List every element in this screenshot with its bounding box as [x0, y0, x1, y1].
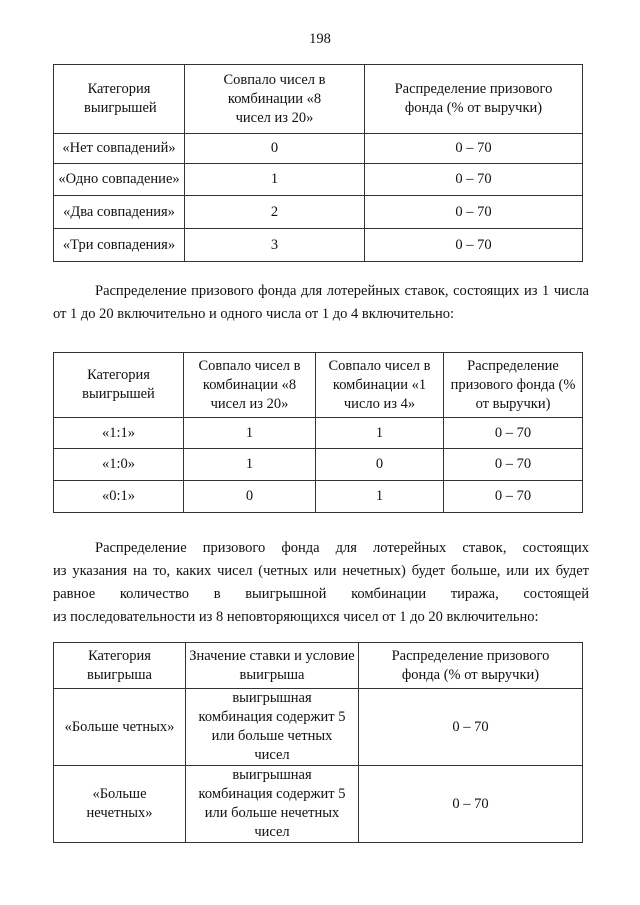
paragraph2-line: из указания на то, каких чисел (четных или нечетных) будет больше, или их будет — [53, 563, 589, 579]
header-cell: Значение ставки и условие выигрыша — [186, 643, 359, 689]
table-row — [54, 229, 583, 262]
header-cell: Совпало чисел в комбинации «8 чисел из 20» — [185, 65, 365, 134]
table-row — [54, 481, 583, 513]
cell: 0 – 70 — [365, 229, 583, 262]
cell: выигрышная комбинация содержит 5 или больше четных чисел — [186, 689, 359, 766]
table-header-row — [54, 353, 583, 418]
paragraph1-line: от 1 до 20 включительно и одного числа от 1 до 4 включительно: — [53, 306, 454, 322]
cell: «1:0» — [54, 449, 184, 481]
header-cell: Распределение призового фонда (% от выручки) — [444, 353, 583, 418]
prize-table-even-odd — [53, 642, 583, 843]
table-row — [54, 134, 583, 164]
cell: 0 — [316, 449, 444, 481]
cell: 1 — [316, 481, 444, 513]
cell: «Больше четных» — [54, 689, 186, 766]
header-cell: Категория выигрыша — [54, 643, 186, 689]
cell: 1 — [184, 449, 316, 481]
cell: «1:1» — [54, 418, 184, 449]
paragraph1-line: Распределение призового фонда для лотерейных ставок, состоящих из 1 числа — [95, 283, 589, 299]
cell: 2 — [185, 196, 365, 229]
header-cell: Совпало чисел в комбинации «8 чисел из 20» — [184, 353, 316, 418]
cell: 0 – 70 — [444, 481, 583, 513]
cell: «Три совпадения» — [54, 229, 185, 262]
cell: 0 — [184, 481, 316, 513]
prize-table-8-of-20 — [53, 64, 583, 262]
header-cell: Распределение призового фонда (% от выручки) — [359, 643, 583, 689]
cell: 0 – 70 — [365, 164, 583, 196]
table-header-row — [54, 643, 583, 689]
cell: «Больше нечетных» — [54, 766, 186, 843]
cell: 1 — [184, 418, 316, 449]
prize-table-8-of-20-plus-1-of-4 — [53, 352, 583, 513]
cell: 0 – 70 — [365, 134, 583, 164]
paragraph2-line: из последовательности из 8 неповторяющихся чисел от 1 до 20 включительно: — [53, 609, 539, 625]
header-cell: Распределение призового фонда (% от выручки) — [365, 65, 583, 134]
page-number: 198 — [309, 31, 331, 47]
cell: «0:1» — [54, 481, 184, 513]
cell: 0 – 70 — [444, 449, 583, 481]
header-cell: Категория выигрышей — [54, 65, 185, 134]
paragraph2-line: Распределение призового фонда для лотерейных ставок, состоящих — [95, 540, 589, 556]
header-cell: Категория выигрышей — [54, 353, 184, 418]
table-row — [54, 449, 583, 481]
header-cell: Совпало чисел в комбинации «1 число из 4» — [316, 353, 444, 418]
table-header-row — [54, 65, 583, 134]
cell: 1 — [316, 418, 444, 449]
cell: 0 – 70 — [365, 196, 583, 229]
table-row — [54, 418, 583, 449]
cell: «Нет совпадений» — [54, 134, 185, 164]
cell: выигрышная комбинация содержит 5 или больше нечетных чисел — [186, 766, 359, 843]
cell: «Два совпадения» — [54, 196, 185, 229]
cell: 3 — [185, 229, 365, 262]
table-row — [54, 196, 583, 229]
cell: 0 – 70 — [359, 689, 583, 766]
table-row — [54, 164, 583, 196]
cell: 0 – 70 — [359, 766, 583, 843]
paragraph2-line: равное количество в выигрышной комбинации тиража, состоящей — [53, 586, 589, 602]
cell: 1 — [185, 164, 365, 196]
cell: 0 — [185, 134, 365, 164]
table-row — [54, 766, 583, 843]
table-row — [54, 689, 583, 766]
cell: «Одно совпадение» — [54, 164, 185, 196]
cell: 0 – 70 — [444, 418, 583, 449]
